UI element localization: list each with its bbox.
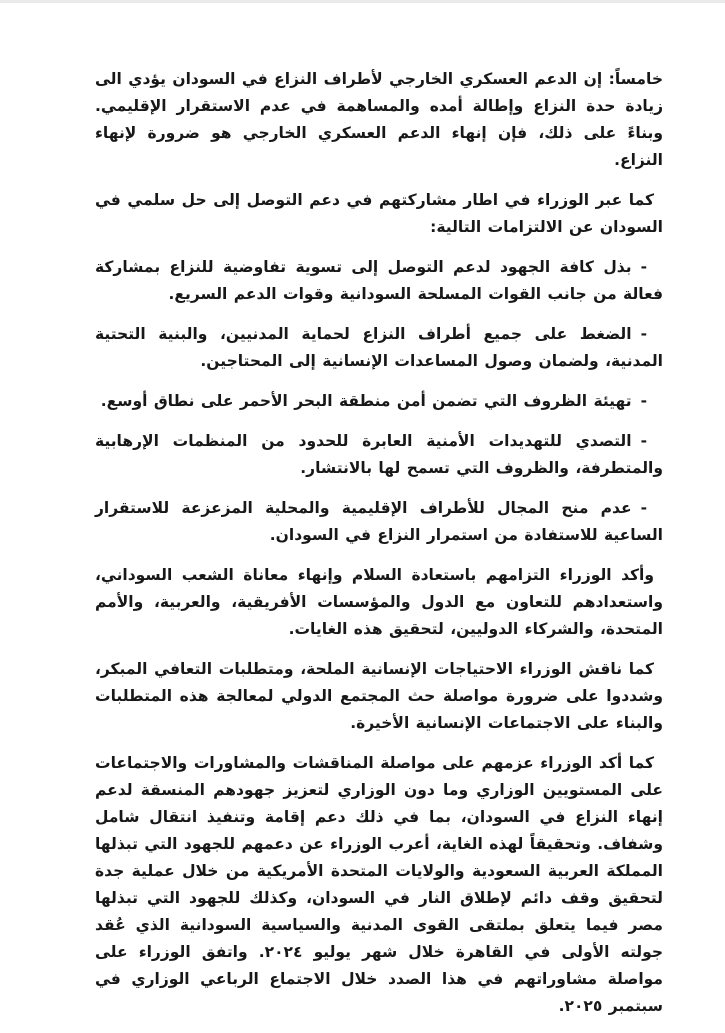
bullet-dash: - <box>640 499 647 517</box>
paragraph: كما أكد الوزراء عزمهم على مواصلة المناقشات والمشاورات والاجتماعات على المستويين الوزاري وما دون الوزاري لتعزيز جهودهم المنسقة لدعم إنهاء النزاع في السودان، بما في ذلك دعم إقامة وتنفيذ انتقال شامل وشفاف. وتحقيقاً لهذه الغاية، أعرب الوزراء عن دعمهم للجهود التي تبذلها المملكة العربية السعودية والولايات المتحدة الأمريكية من خلال عملية جدة لتحقيق وقف دائم لإطلاق النار في السودان، وكذلك للجهود التي تبذلها مصر فيما يتعلق بملتقى القوى المدنية والسياسية السودانية الذي عُقد جولته الأولى في القاهرة خلال شهر يوليو ٢٠٢٤. واتفق الوزراء على مواصلة مشاوراتهم في هذا الصدد خلال الاجتماع الرباعي الوزاري في سبتمبر ٢٠٢٥. <box>94 754 663 1015</box>
paragraph: كما عبر الوزراء في اطار مشاركتهم في دعم التوصل إلى حل سلمي في السودان عن الالتزامات التالية: <box>95 191 663 236</box>
bullet-dash: - <box>640 392 647 410</box>
paragraph: كما ناقش الوزراء الاحتياجات الإنسانية الملحة، ومتطلبات التعافي المبكر، وشددوا على ضرورة مواصلة حث المجتمع الدولي لمعالجة هذه المتطلبات والبناء على الاجتماعات الإنسانية الأخيرة. <box>95 660 663 732</box>
scan-edge-artifact <box>0 0 725 3</box>
bullet-dash: - <box>640 432 647 450</box>
bullet-dash: - <box>640 325 647 343</box>
bullet-item <box>95 254 663 308</box>
document-body <box>95 66 663 1033</box>
bullet-item <box>95 428 663 482</box>
bullet-text: تهيئة الظروف التي تضمن أمن منطقة البحر الأحمر على نطاق أوسع. <box>100 392 632 410</box>
bullet-item <box>95 495 663 549</box>
bullet-text: بذل كافة الجهود لدعم التوصل إلى تسوية تفاوضية للنزاع بمشاركة فعالة من جانب القوات المسلحة السودانية وقوات الدعم السريع. <box>95 258 663 303</box>
bullet-text: التصدي للتهديدات الأمنية العابرة للحدود من المنظمات الإرهابية والمتطرفة، والظروف التي تسمح لها بالانتشار. <box>95 432 663 477</box>
bullet-text: عدم منح المجال للأطراف الإقليمية والمحلية المزعزعة للاستقرار الساعية للاستفادة من استمرار النزاع في السودان. <box>95 499 663 544</box>
bullet-dash: - <box>640 258 647 276</box>
bullet-text: الضغط على جميع أطراف النزاع لحماية المدنيين، والبنية التحتية المدنية، ولضمان وصول المساعدات الإنسانية إلى المحتاجين. <box>95 325 663 370</box>
paragraph: خامساً: إن الدعم العسكري الخارجي لأطراف النزاع في السودان يؤدي الى زيادة حدة النزاع وإطالة أمده والمساهمة في عدم الاستقرار الإقليمي. وبناءً على ذلك، فإن إنهاء الدعم العسكري الخارجي هو ضرورة لإنهاء النزاع. <box>95 70 663 169</box>
bullet-item <box>95 388 663 415</box>
bullet-item <box>95 321 663 375</box>
paragraph: وأكد الوزراء التزامهم باستعادة السلام وإنهاء معاناة الشعب السوداني، واستعدادهم للتعاون مع الدول والمؤسسات الأفريقية، والعربية، والأمم المتحدة، والشركاء الدوليين، لتحقيق هذه الغايات. <box>95 566 663 638</box>
